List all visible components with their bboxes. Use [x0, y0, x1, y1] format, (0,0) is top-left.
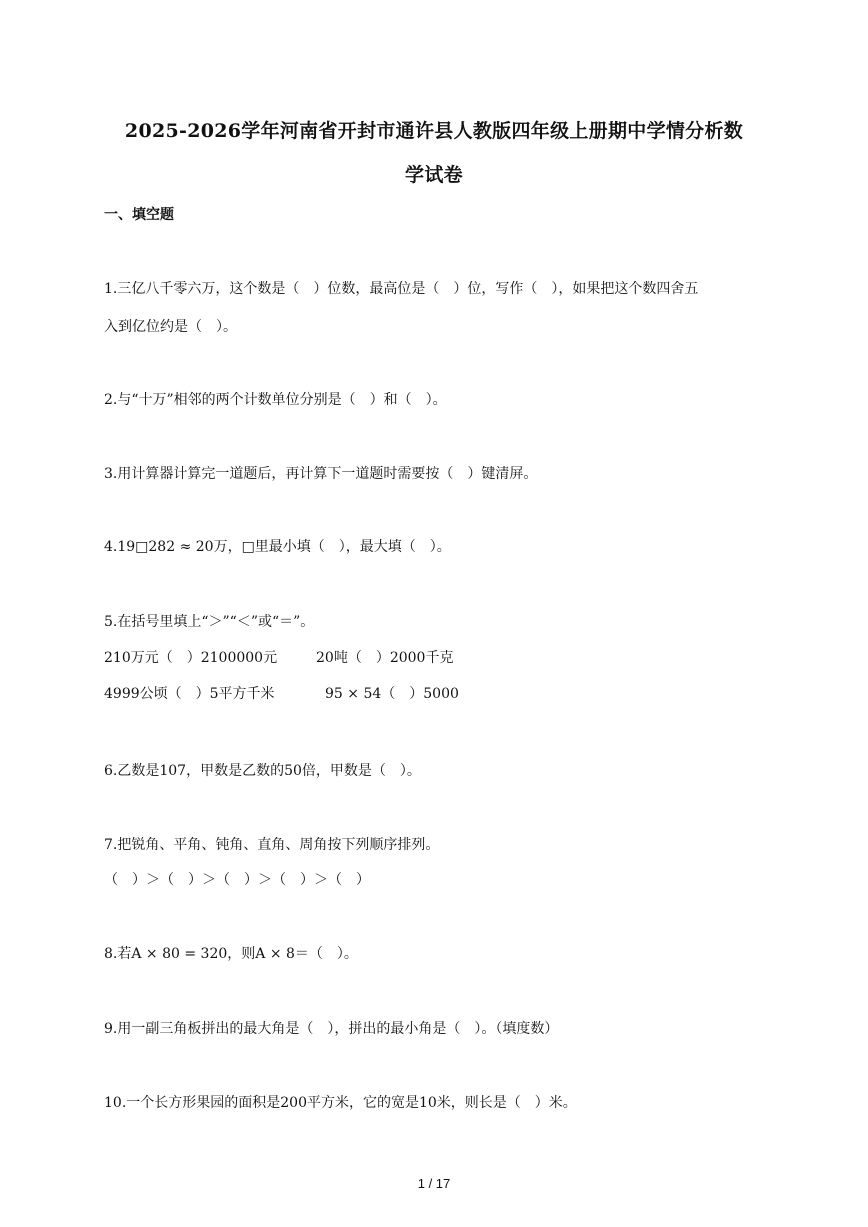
question-5-row-2-right: 95 × 54（ ）5000: [325, 686, 459, 702]
question-5: 5.在括号里填上“＞”“＜”或“＝”。: [104, 614, 315, 630]
question-7-line-1: 7.把锐角、平角、钝角、直角、周角按下列顺序排列。: [104, 837, 440, 853]
question-3: 3.用计算器计算完一道题后，再计算下一道题时需要按（ ）键清屏。: [104, 466, 538, 482]
question-4: 4.19□282 ≈ 20万，□里最小填（ ），最大填（ ）。: [104, 539, 451, 555]
question-7-line-2: （ ）＞（ ）＞（ ）＞（ ）＞（ ）: [104, 872, 370, 888]
question-9: 9.用一副三角板拼出的最大角是（ ），拼出的最小角是（ ）。（填度数）: [104, 1021, 559, 1037]
section-heading: 一、填空题: [104, 207, 174, 223]
question-2: 2.与“十万”相邻的两个计数单位分别是（ ）和（ ）。: [104, 392, 447, 408]
question-6: 6.乙数是107，甲数是乙数的50倍，甲数是（ ）。: [104, 763, 421, 779]
question-5-row-2-left: 4999公顷（ ）5平方千米: [104, 686, 275, 702]
question-10: 10.一个长方形果园的面积是200平方米，它的宽是10米，则长是（ ）米。: [104, 1095, 577, 1111]
exam-title-line-2: 学试卷: [405, 164, 463, 186]
question-5-row-1-left: 210万元（ ）2100000元: [104, 650, 278, 666]
question-8: 8.若A × 80 = 320，则A × 8＝（ ）。: [104, 946, 358, 962]
question-1-line-2: 入到亿位约是（ ）。: [104, 319, 237, 335]
question-5-row-1-right: 20吨（ ）2000千克: [316, 650, 454, 666]
page-number: 1 / 17: [417, 1176, 451, 1191]
exam-title-line-1: 2025-2026学年河南省开封市通许县人教版四年级上册期中学情分析数: [124, 120, 744, 142]
question-1-line-1: 1.三亿八千零六万，这个数是（ ）位数，最高位是（ ）位，写作（ ），如果把这个数四舍五: [104, 281, 699, 297]
